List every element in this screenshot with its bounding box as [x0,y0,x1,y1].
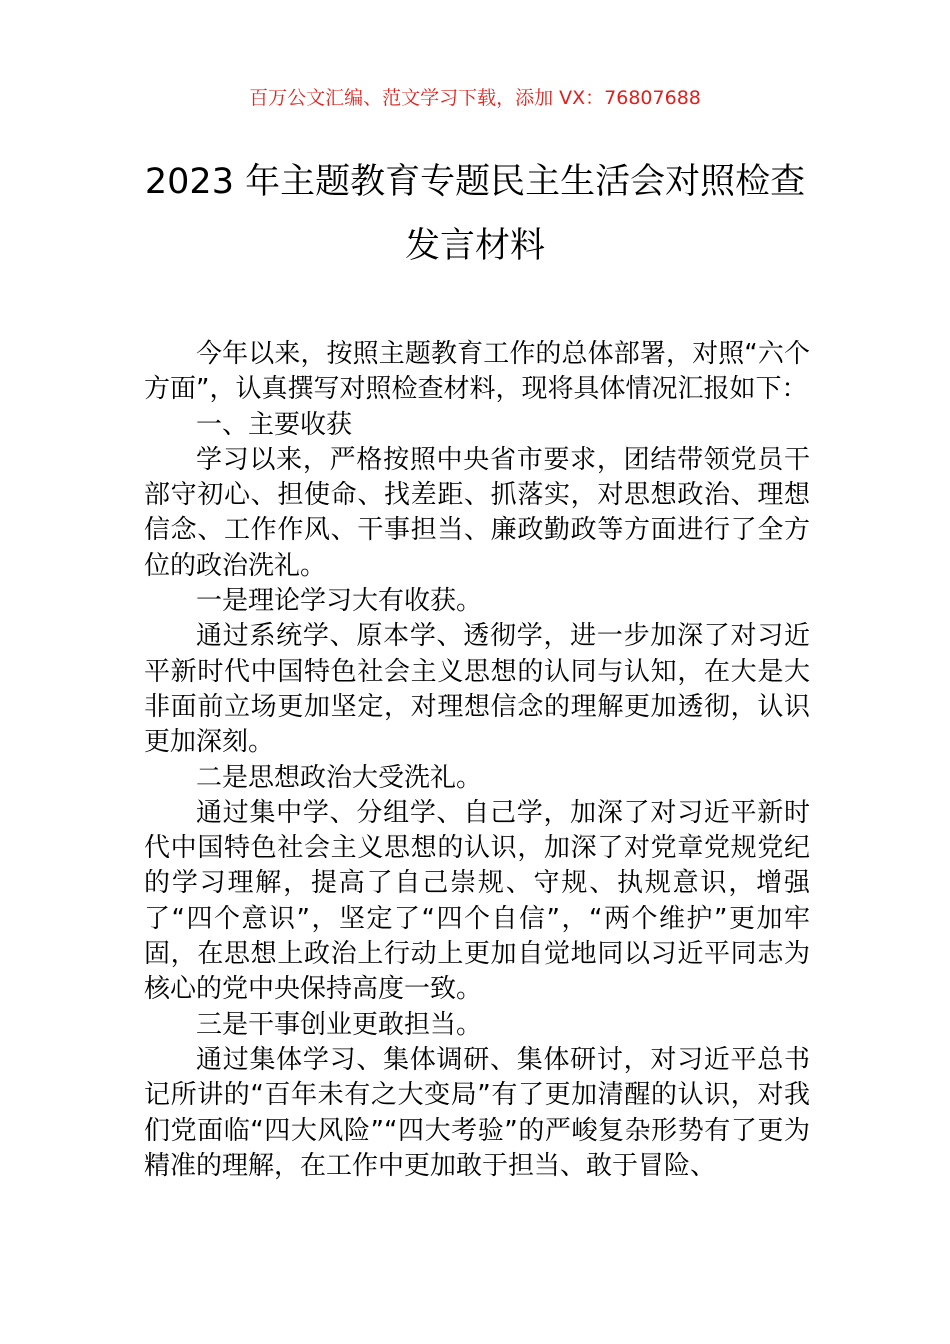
subheading-ideology: 二是思想政治大受洗礼。 [196,762,483,793]
document-body [144,337,810,1184]
section-heading-main-gains: 一、主要收获 [196,409,353,440]
paragraph-intro: 今年以来，按照主题教育工作的总体部署，对照“六个方面”，认真撰写对照检查材料，现将具体情况汇报如下： [144,339,810,405]
subheading-theory-study: 一是理论学习大有收获。 [196,586,483,617]
paragraph-responsibility: 通过集体学习、集体调研、集体研讨，对习近平总书记所讲的“百年未有之大变局”有了更加清醒的认识，对我们党面临“四大风险”“四大考验”的严峻复杂形势有了更为精准的理解，在工作中更加敢于担当、敢于冒险、 [144,1044,810,1181]
subheading-responsibility: 三是干事创业更敢担当。 [196,1009,483,1040]
watermark-text: 百万公文汇编、范文学习下载，添加 VX：76807688 [249,87,701,109]
title-line-2: 发言材料 [404,226,545,266]
paragraph-overview: 学习以来，严格按照中央省市要求，团结带领党员干部守初心、担使命、找差距、抓落实，对思想政治、理想信念、工作作风、干事担当、廉政勤政等方面进行了全方位的政治洗礼。 [144,444,810,581]
paragraph-ideology: 通过集中学、分组学、自己学，加深了对习近平新时代中国特色社会主义思想的认识，加深了对党章党规党纪的学习理解，提高了自己崇规、守规、执规意识，增强了“四个意识”，坚定了“四个自信”，“两个维护”更加牢固，在思想上政治上行动上更加自觉地同以习近平同志为核心的党中央保持高度一致。 [144,797,810,1005]
paragraph-theory-study: 通过系统学、原本学、透彻学，进一步加深了对习近平新时代中国特色社会主义思想的认同与认知，在大是大非面前立场更加坚定，对理想信念的理解更加透彻，认识更加深刻。 [144,621,810,758]
title-line-1: 2023 年主题教育专题民主生活会对照检查 [144,162,806,202]
document-title [60,150,890,278]
